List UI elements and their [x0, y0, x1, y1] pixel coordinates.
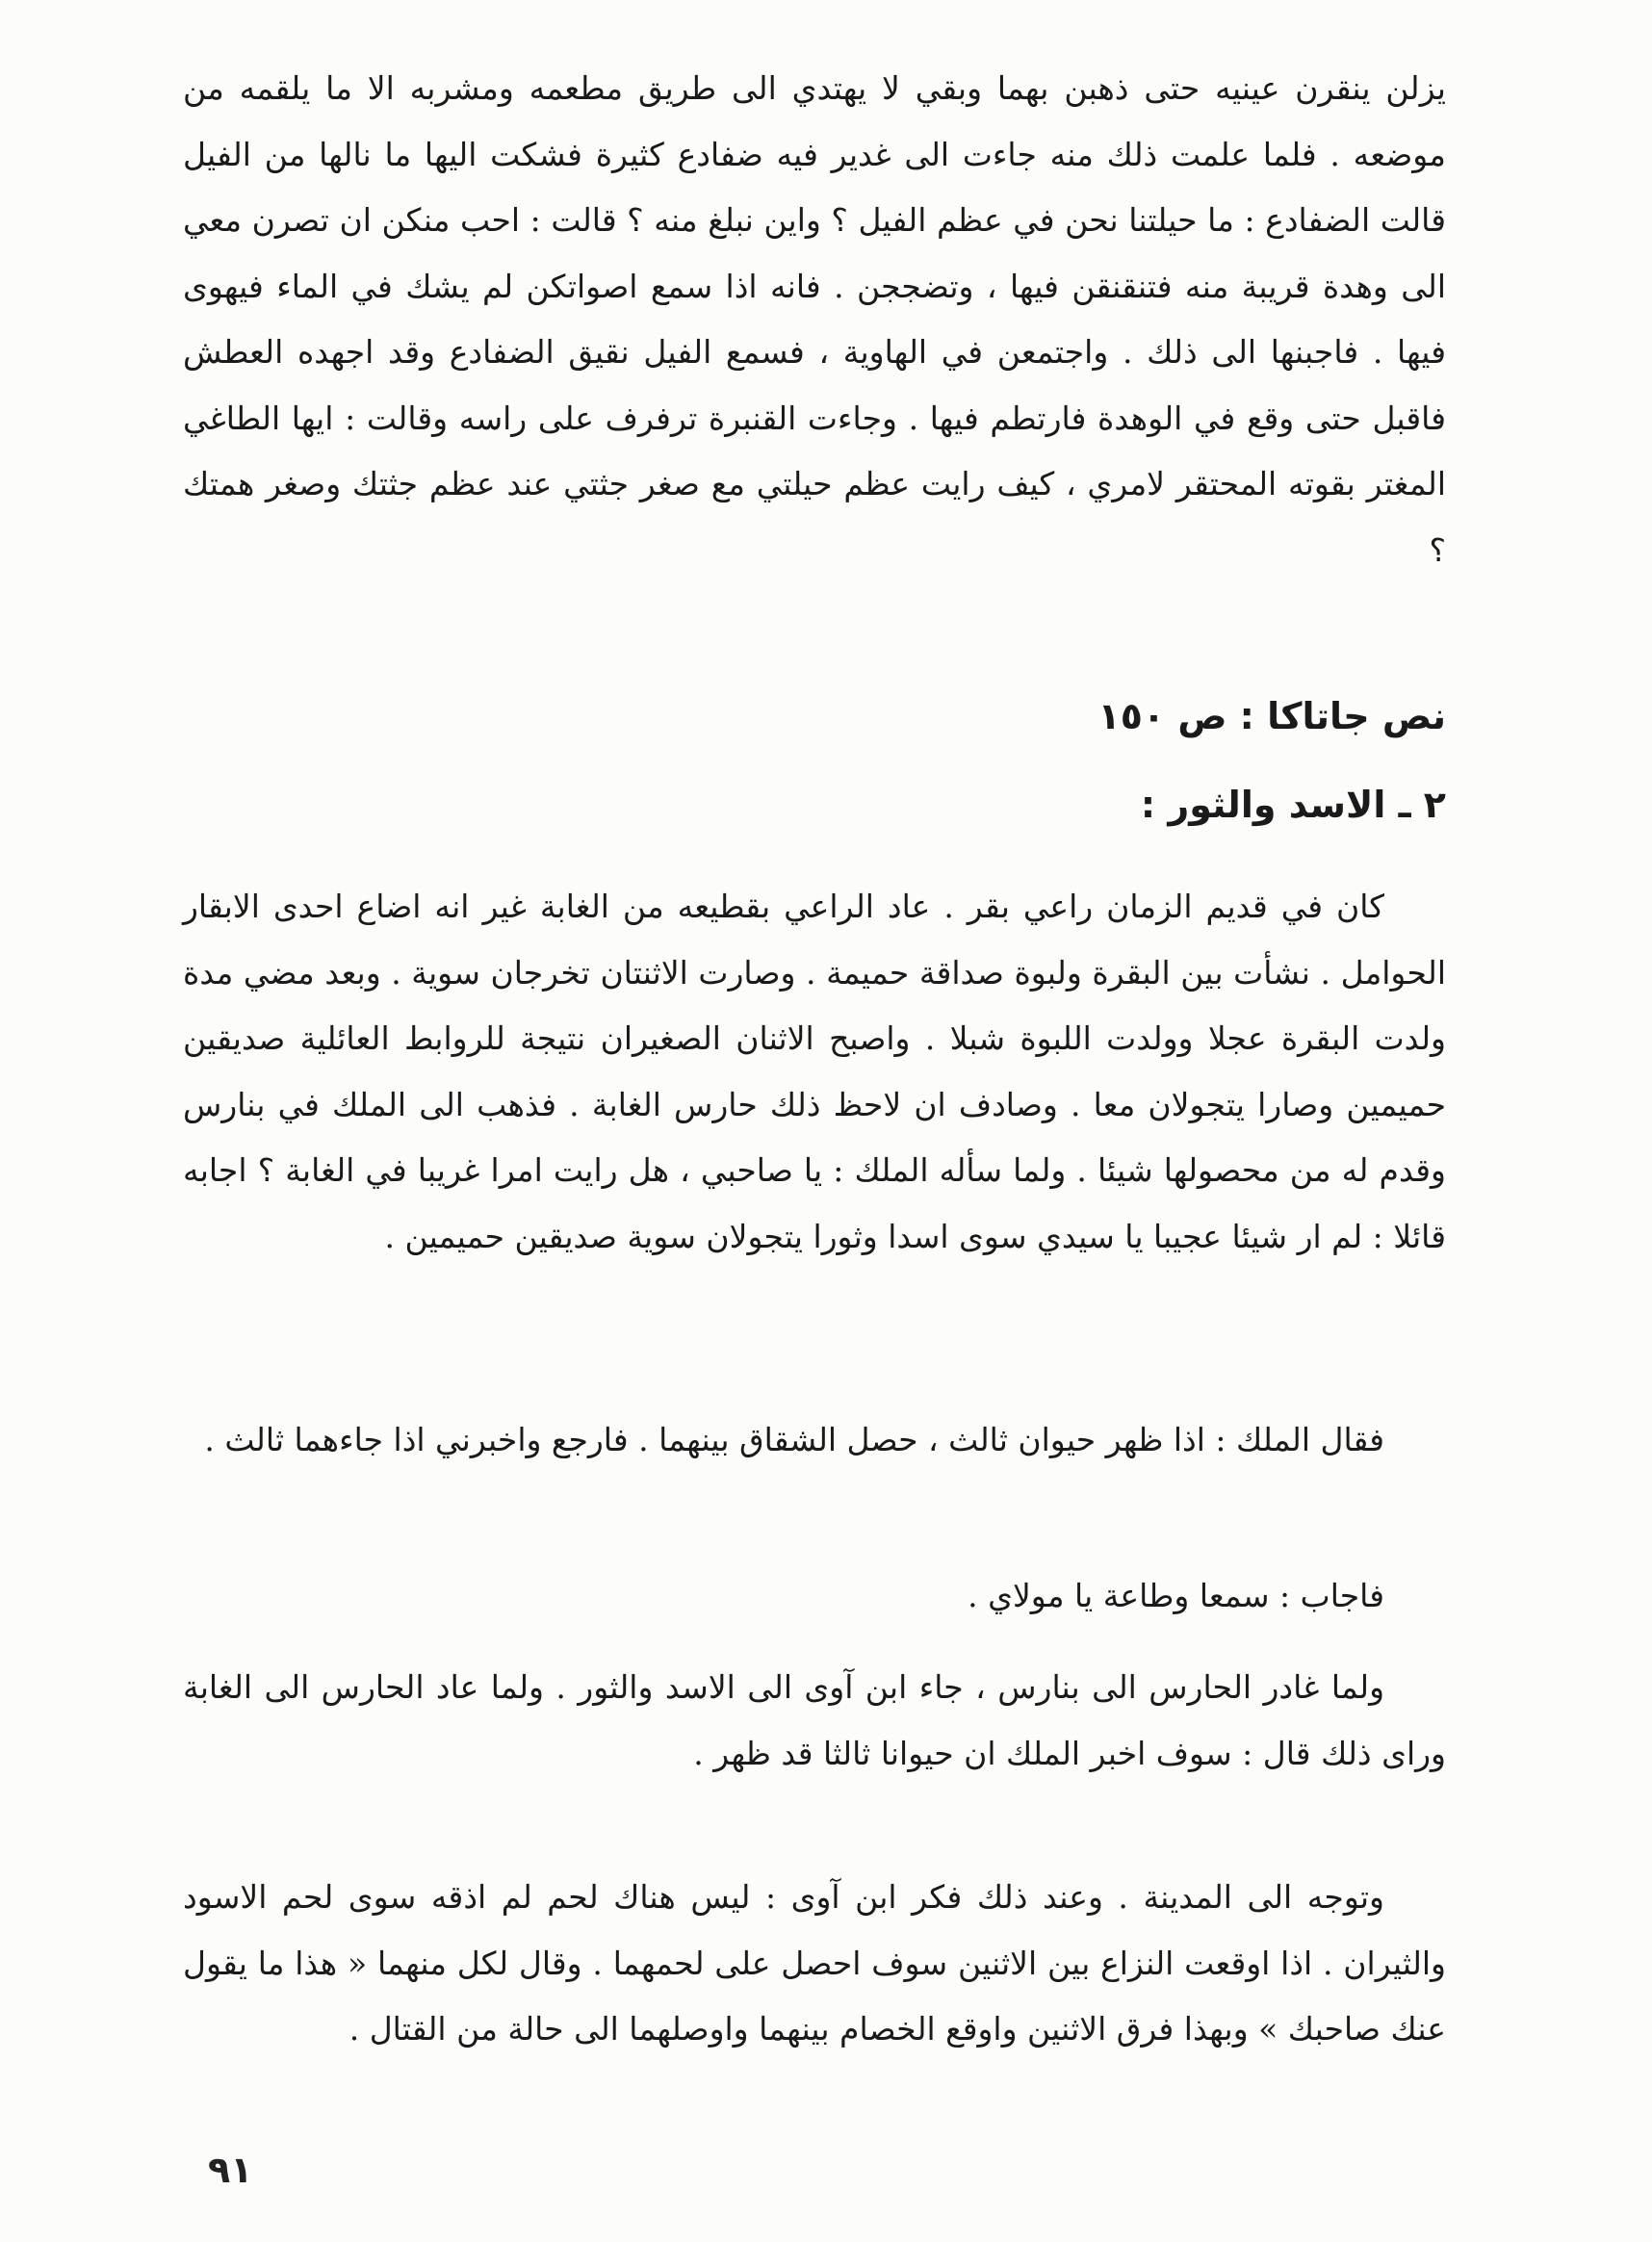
paragraph-jackal-arrives: ولما غادر الحارس الى بنارس ، جاء ابن آوى الى الاسد والثور . ولما عاد الحارس الى الغابة وراى ذلك قال : سوف اخبر الملك ان حيوانا ثالثا قد ظهر .	[183, 1668, 1446, 1772]
story-title-heading: ٢ ـ الاسد والثور :	[1140, 784, 1446, 826]
paragraph-king-reply: فقال الملك : اذا ظهر حيوان ثالث ، حصل الشقاق بينهما . فارجع واخبرني اذا جاءهما ثالث .	[204, 1421, 1384, 1458]
page-number: ٩١	[208, 2149, 253, 2191]
paragraph-elephant-story-ending: يزلن ينقرن عينيه حتى ذهبن بهما وبقي لا يهتدي الى طريق مطعمه ومشربه الا ما يلقمه من موضعه . فلما علمت ذلك منه جاءت الى غدير فيه ضفادع كثيرة فشكت اليها ما نالها من الفيل قالت الضفادع : ما حيلتنا نحن في عظم الفيل ؟ واين نبلغ منه ؟ قالت : احب منكن ان تصرن معي الى وهدة قريبة منه فتنقنقن فيها ، وتضججن . فانه اذا سمع اصواتكن لم يشك في الماء فيهوى فيها . فاجبنها الى ذلك . واجتمعن في الهاوية ، فسمع الفيل نقيق الضفادع وقد اجهده العطش فاقبل حتى وقع في الوهدة فارتطم فيها . وجاءت القنبرة ترفرف على راسه وقالت : ايها الطاغي المغتر بقوته المحتقر لامري ، كيف رايت عظم حيلتي مع صغر جثتي عند عظم جثتك وصغر همتك ؟	[183, 69, 1446, 569]
paragraph-lion-ox-intro: كان في قديم الزمان راعي بقر . عاد الراعي بقطيعه من الغابة غير انه اضاع احدى الابقار الحوامل . نشأت بين البقرة ولبوة صداقة حميمة . وصارت الاثنتان تخرجان سوية . وبعد مضي مدة ولدت البقرة عجلا وولدت اللبوة شبلا . واصبح الاثنان الصغيران نتيجة للروابط العائلية صديقين حميمين وصارا يتجولان معا . وصادف ان لاحظ ذلك حارس الغابة . فذهب الى الملك في بنارس وقدم له من محصولها شيئا . ولما سأله الملك : يا صاحبي ، هل رايت امرا غريبا في الغابة ؟ اجابه قائلا : لم ار شيئا عجيبا يا سيدي سوى اسدا وثورا يتجولان سوية صديقين حميمين .	[183, 888, 1446, 1255]
paragraph-guard-answer: فاجاب : سمعا وطاعة يا مولاي .	[968, 1577, 1384, 1614]
paragraph-jackal-plot: وتوجه الى المدينة . وعند ذلك فكر ابن آوى : ليس هناك لحم لم اذقه سوى لحم الاسود والثيران . اذا اوقعت النزاع بين الاثنين سوف احصل على لحمهما . وقال لكل منهما « هذا ما يقول عنك صاحبك » وبهذا فرق الاثنين واوقع الخصام بينهما واوصلهما الى حالة من القتال .	[183, 1878, 1446, 2048]
source-heading: نص جاتاكا : ص ١٥٠	[1097, 695, 1446, 737]
